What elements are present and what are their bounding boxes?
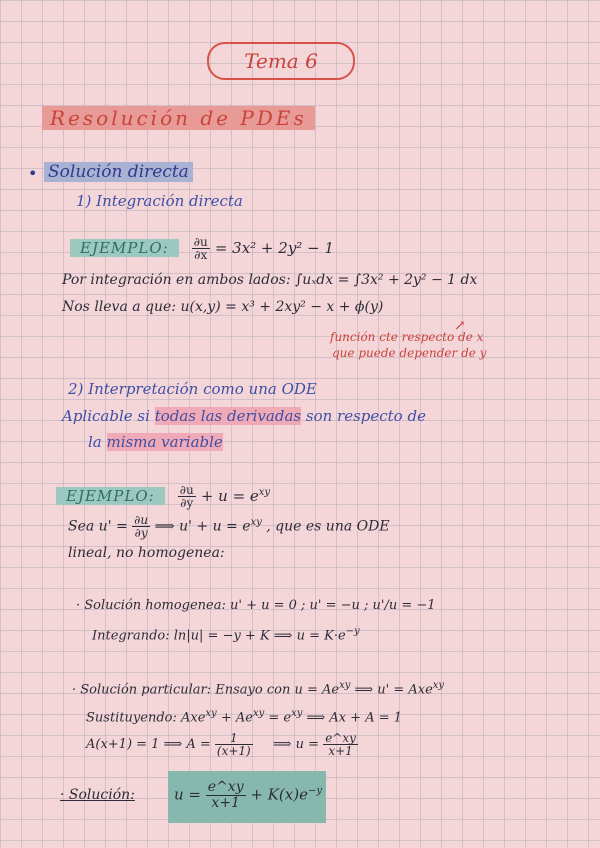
- example-2: [56, 484, 270, 509]
- section-heading: Resolución de PDEs: [42, 106, 315, 130]
- equation-rhs: + $u = e^{xy}$: [200, 487, 271, 505]
- bullet-dot: •: [28, 164, 38, 183]
- homogeneous-line-1: · Solución homogenea: u' + u = 0 ; u' = −u ; u'/u = −1: [76, 598, 436, 613]
- particular-line-1: · Solución particular: Ensayo con $u = Ae^{xy}$ ⟹ u' = Axe$^{xy}$: [72, 680, 445, 698]
- partial-fraction: $\frac{\partial u}{\partial y}$: [179, 483, 194, 510]
- method-1-heading: 1) Integración directa: [76, 192, 243, 210]
- topic-title: Tema 6: [207, 42, 355, 80]
- note-line-1: función cte respecto de x: [330, 330, 484, 344]
- linear-line: lineal, no homogenea:: [68, 545, 225, 561]
- particular-line-3: A(x+1) = 1 ⟹ A = $\frac{1}{(x+1)}$ ⟹ u = $\frac{e\^{}xy}{x+1}$: [86, 731, 356, 758]
- arrow-icon: ↗: [454, 318, 466, 334]
- solution-formula: u = $\frac{e\^{}xy}{x+1}$ + $K(x)e^{-y}$: [174, 779, 323, 811]
- equation-rhs: = 3x² + 2y² − 1: [214, 239, 334, 257]
- method-2-heading: 2) Interpretación como una ODE: [68, 380, 317, 398]
- example-1: [70, 236, 334, 261]
- example-label: EJEMPLO:: [56, 487, 165, 505]
- particular-line-2: Sustituyendo: $Axe^{xy} + Ae^{xy} = e^{xy}$ ⟹ Ax + A = 1: [86, 708, 403, 726]
- note-line-2: que puede depender de y: [332, 346, 487, 360]
- partial-fraction: $\frac{\partial u}{\partial x}$: [193, 235, 208, 262]
- method-2-line-2: la misma variable: [88, 433, 223, 451]
- substitution-line: Sea u' = $\frac{\partial u}{\partial y}$ ⟹ $u' + u = e^{xy}$ , que es una ODE: [68, 513, 390, 540]
- subsection-heading: Solución directa: [44, 162, 193, 182]
- example-label: EJEMPLO:: [70, 239, 179, 257]
- method-2-line-1: Aplicable si todas las derivadas son respecto de: [62, 407, 426, 425]
- solution-label: · Solución:: [60, 787, 135, 803]
- integration-line: Por integración en ambos lados: ∫uₓdx = ∫3x² + 2y² − 1 dx: [62, 272, 478, 288]
- result-line: Nos lleva a que: u(x,y) = x³ + 2xy² − x + ϕ(y): [62, 299, 384, 315]
- homogeneous-line-2: Integrando: ln|u| = −y + K ⟹ $u = K\cdot e^{-y}$: [92, 626, 360, 644]
